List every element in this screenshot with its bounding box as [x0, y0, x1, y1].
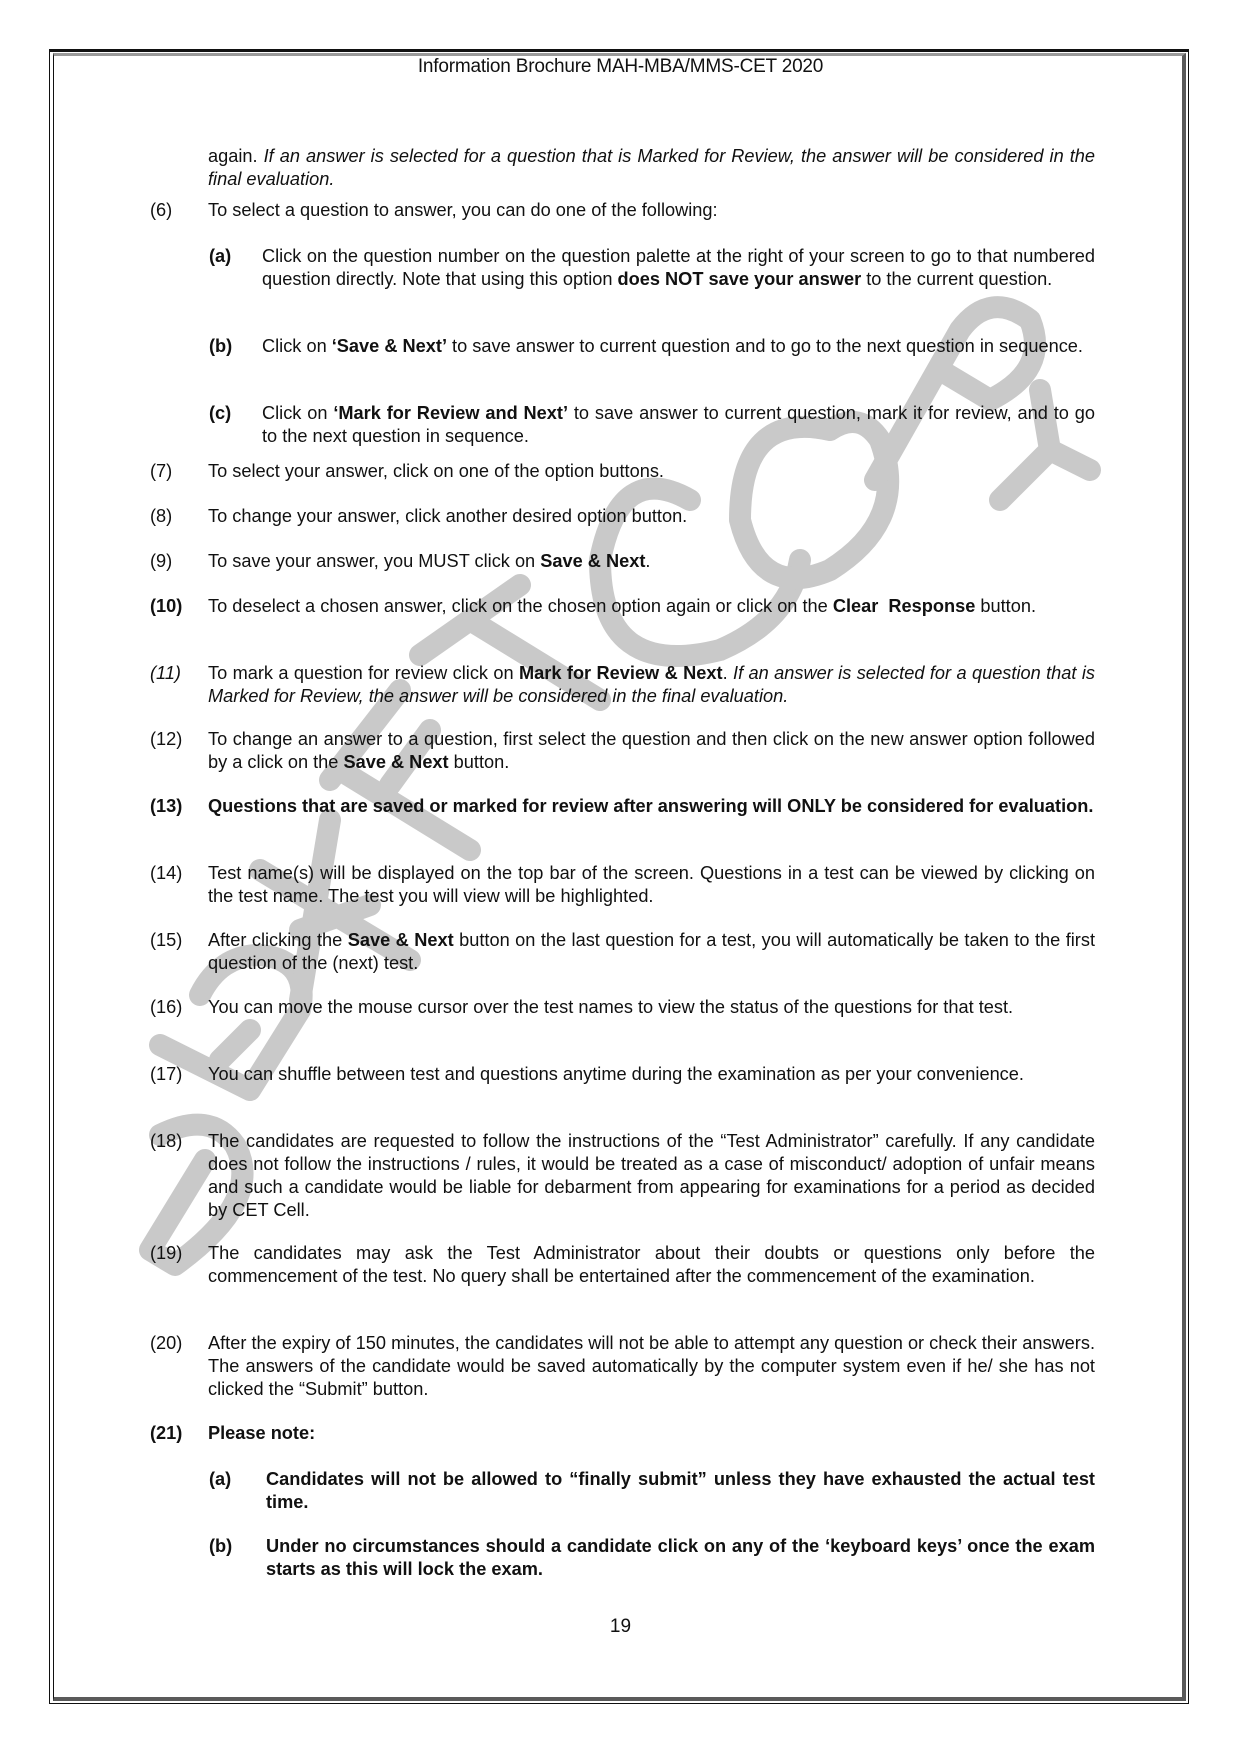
- subitem-label: (a): [209, 1469, 232, 1489]
- item-number: (13): [150, 796, 183, 816]
- text-run: Click on the question number on the question palette at the right of your screen to go to that numbered question directly. Note that using this option: [262, 246, 1095, 289]
- bold-run: Save & Next: [343, 752, 449, 772]
- item-text: After the expiry of 150 minutes, the candidates will not be able to attempt any question or check their answers. The answers of the candidate would be saved automatically by the computer system even if he/ she has not clicked the “Submit” button.: [208, 1333, 1095, 1399]
- subitem-label: (b): [209, 336, 233, 356]
- item-text: Please note:: [208, 1423, 316, 1443]
- subitem-label: (a): [209, 246, 232, 266]
- text-run: to the current question.: [861, 269, 1053, 289]
- item-text: You can move the mouse cursor over the test names to view the status of the questions for that test.: [208, 997, 1014, 1017]
- text-run: button on the last question for a test, you will automatically be taken to the first question of the (next) test.: [208, 930, 1096, 973]
- item-text: To select your answer, click on one of the option buttons.: [208, 461, 664, 481]
- page-number: 19: [609, 1616, 632, 1637]
- item-text: You can shuffle between test and questions anytime during the examination as per your convenience.: [208, 1064, 1024, 1084]
- text-run: button.: [975, 596, 1037, 616]
- subitem-text: [262, 402, 1095, 448]
- item-number: (18): [150, 1131, 183, 1151]
- item-number: (10): [150, 596, 183, 616]
- item-number: (7): [150, 461, 173, 481]
- text-run: to save answer to current question and to go to the next question in sequence.: [447, 336, 1083, 356]
- item-text: The candidates are requested to follow the instructions of the “Test Administrator” carefully. If any candidate does not follow the instructions / rules, it would be treated as a case of misconduct/ adoption of unfair means and such a candidate would be liable for debarment from appearing for examinations for a period as decided by CET Cell.: [208, 1131, 1095, 1220]
- text-run: To mark a question for review click on: [208, 663, 520, 683]
- italic-run: If an answer is selected for a question that is Marked for Review, the answer will be considered in the final evaluation.: [208, 663, 1095, 706]
- text-run: button.: [448, 752, 510, 772]
- item-number: (17): [150, 1064, 183, 1084]
- item-text: [208, 550, 1095, 573]
- item-text: To change your answer, click another desired option button.: [208, 506, 688, 526]
- subitem-text: [262, 335, 1095, 358]
- text-run: To change an answer to a question, first select the question and then click on the new answer option followed by a click on the: [208, 729, 1095, 772]
- item-number: (21): [150, 1423, 183, 1443]
- subitem-text: Candidates will not be allowed to “finally submit” unless they have exhausted the actual test time.: [266, 1469, 1095, 1512]
- item-number: (6): [150, 200, 173, 220]
- item-number: (14): [150, 863, 183, 883]
- item-number: (9): [150, 551, 173, 571]
- continuation-paragraph: [208, 145, 1095, 191]
- text-run: Click on: [262, 336, 332, 356]
- item-text: [208, 595, 1095, 618]
- subitem-label: (b): [209, 1536, 233, 1556]
- item-number: (16): [150, 997, 183, 1017]
- text-run: To deselect a chosen answer, click on the chosen option again or click on the: [208, 596, 833, 616]
- text-run: .: [645, 551, 651, 571]
- text-run: Click on: [262, 403, 334, 423]
- item-number: (12): [150, 729, 183, 749]
- text-run: After clicking the: [208, 930, 348, 950]
- item-text: [208, 728, 1095, 774]
- bold-run: ‘Save & Next’: [331, 336, 447, 356]
- text-run: to save answer to current question, mark it for review, and to go to the next question in sequence.: [262, 403, 1095, 446]
- item-number: (11): [150, 663, 181, 683]
- item-text: Questions that are saved or marked for review after answering will ONLY be considered for evaluation.: [208, 796, 1094, 816]
- item-text: To select a question to answer, you can do one of the following:: [208, 200, 718, 220]
- text-run: To save your answer, you MUST click on: [208, 551, 541, 571]
- bold-run: does NOT save your answer: [617, 269, 862, 289]
- item-number: (15): [150, 930, 183, 950]
- item-number: (19): [150, 1243, 183, 1263]
- bold-run: Mark for Review & Next: [519, 663, 723, 683]
- subitem-label: (c): [209, 403, 232, 423]
- subitem-text: [262, 245, 1095, 291]
- item-number: (8): [150, 506, 173, 526]
- bold-run: Save & Next: [347, 930, 454, 950]
- running-header: Information Brochure MAH-MBA/MMS-CET 2020: [417, 56, 824, 77]
- item-text: The candidates may ask the Test Administrator about their doubts or questions only before the commencement of the test. No query shall be entertained after the commencement of the examination.: [208, 1243, 1095, 1286]
- subitem-text: Under no circumstances should a candidate click on any of the ‘keyboard keys’ once the exam starts as this will lock the exam.: [266, 1536, 1095, 1579]
- item-number: (20): [150, 1333, 183, 1353]
- bold-run: ‘Mark for Review and Next’: [333, 403, 568, 423]
- item-text: [208, 662, 1095, 708]
- continuation-text: again.: [208, 146, 258, 166]
- item-text: Test name(s) will be displayed on the top bar of the screen. Questions in a test can be viewed by clicking on the test name. The test you will view will be highlighted.: [208, 863, 1095, 906]
- bold-run: Save & Next: [540, 551, 646, 571]
- bold-run: Clear Response: [832, 596, 976, 616]
- continuation-italic-text: If an answer is selected for a question that is Marked for Review, the answer will be considered in the final evaluation.: [208, 146, 1095, 189]
- text-run: .: [722, 663, 734, 683]
- item-text: [208, 929, 1095, 975]
